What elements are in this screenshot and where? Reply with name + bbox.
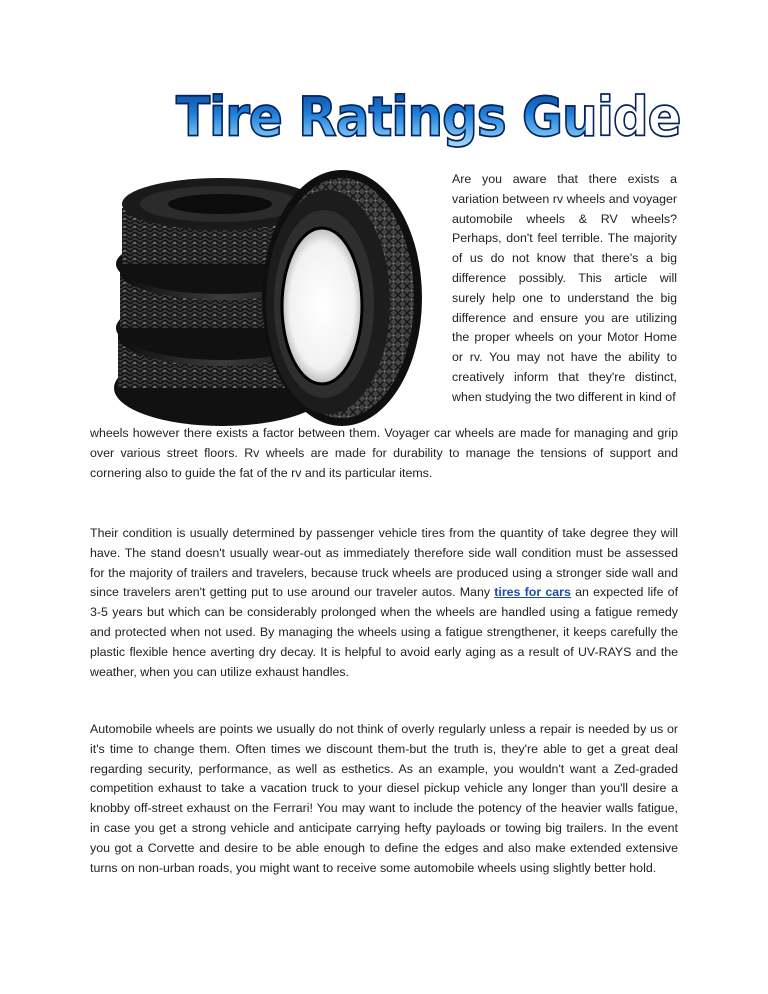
paragraph-text: an expected life of 3-5 years but which can be considerably prolonged when the wheels are handled using a fatigue remedy and protected when not used. By managing the wheels using a fatigue strengthener, it keeps carefully the plastic flexible hence averting dry decay. It is helpful to avoid early aging as a result of UV-RAYS and the weather, when you can utilize exhaust handles. [90, 585, 679, 679]
paragraph-text: Their condition is usually determined by passenger vehicle tires from the quantity of take degree they will have. The stand doesn't usually wear-out as immediately therefore side wall condition must be assessed for the majority of trailers and travelers, because truck wheels are produced using a stronger side wall and since travelers aren't getting put to use around our traveler autos. Many [90, 526, 678, 600]
stacked-tires-photo [110, 160, 428, 432]
intro-paragraph-right: Are you aware that there exists a variation between rv wheels and voyager automobile wheels & RV wheels? Perhaps, don't feel terrible. The majority of us do not know that there's a big difference possibly. This article will surely help one to understand the big difference and ensure you are utilizing the proper wheels on your Motor Home or rv. You may not have the ability to creatively inform that they're distinct, when studying the two different in kind of [452, 172, 677, 404]
tires-for-cars-link[interactable]: tires for cars [494, 585, 571, 600]
paragraph-automobile-wheels: Automobile wheels are points we usually do not think of overly regularly unless a repair is needed by us or it's time to change them. Often times we discount them-but the truth is, they're able to get a great deal regarding security, performance, as well as esthetics. As an example, you wouldn't want a Zed-graded competition exhaust to take a vacation truck to your diesel pickup vehicle any longer than you'll desire a knobby off-street exhaust on the Ferrari! You may want to include the potency of the heavier walls fatigue, in case you get a strong vehicle and anticipate carrying hefty payloads or towing big trailers. In the event you got a Corvette and desire to be able enough to define the edges and also make extended extensive turns on non-urban roads, you might want to receive some automobile wheels using slightly better hold. [90, 722, 678, 875]
page-title: Tire Ratings Guide [176, 84, 586, 151]
paragraph-tire-condition [90, 524, 678, 682]
intro-paragraph-continuation: wheels however there exists a factor between them. Voyager car wheels are made for managing and grip over various street floors. Rv wheels are made for durability to manage the tensions of support and cornering also to guide the fat of the rv and its particular items. [90, 426, 678, 480]
